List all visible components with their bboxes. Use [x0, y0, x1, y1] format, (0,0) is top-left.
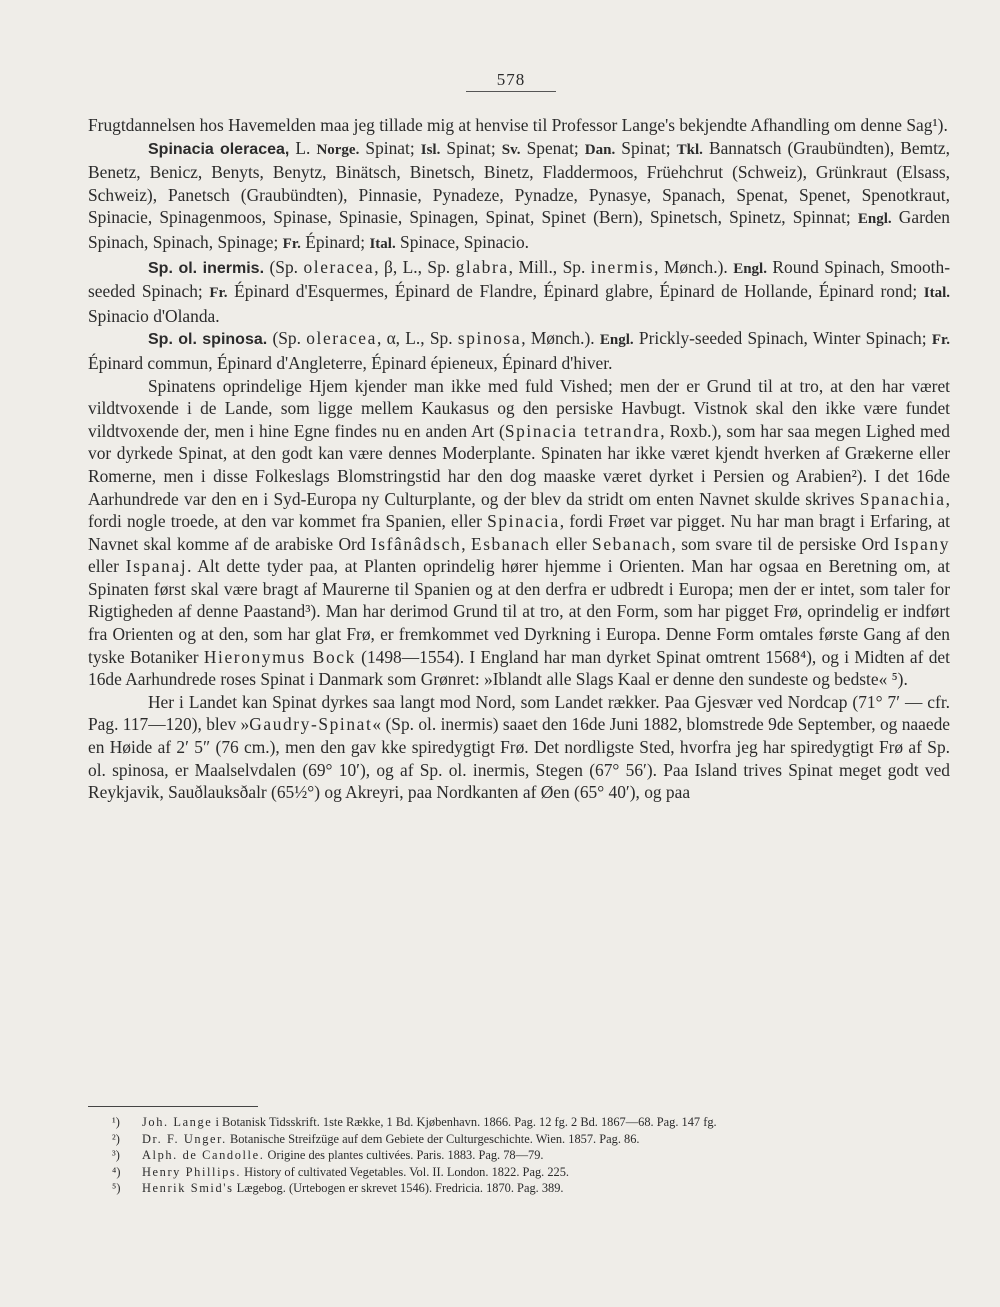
lang-label: Ital.	[369, 235, 396, 252]
page-number: 578	[466, 70, 556, 92]
footnote: ⁴) Henry Phillips. History of cultivated Vegetables. Vol. II. London. 1822. Pag. 225.	[112, 1164, 570, 1179]
lang-label: Fr.	[931, 332, 951, 349]
lang-label: Isl.	[420, 141, 441, 158]
paragraph-spinacia-oleracea: Spinacia oleracea, L. Norge. Spinat; Isl. Spinat; Sv. Spenat; Dan. Spinat; Tkl. Bannatsch (Graubündten), Bemtz, Benetz, Benicz, Benyts, Benytz, Binätsch, Binetsch, Binetz, Fladdermoos, Früehchrut (Schweiz), Grünkraut (Elsass, Schweiz), Panetsch (Graubündten), Pinnasie, Pynadeze, Pynadze, Pynasye, Spanach, Spenat, Spenet, Spenotkraut, Spinacie, Spinagenmoos, Spinase, Spinasie, Spinagen, Spinat, Spinet (Bern), Spinetsch, Spinetz, Spinnat; Engl. Garden Spinach, Spinach, Spinage; Fr. Épinard; Ital. Spinace, Spinacio.	[88, 137, 950, 252]
body-text	[88, 114, 950, 804]
paragraph-inermis: Sp. ol. inermis. (Sp. oleracea, β, L., Sp. glabra, Mill., Sp. inermis, Mønch.). Engl. Round Spinach, Smooth-seeded Spinach; Fr. Épinard d'Esquermes, Épinard de Flandre, Épinard glabre, Épinard de Hollande, Épinard rond; Ital. Spinacio d'Olanda.	[88, 256, 950, 326]
lang-label: Engl.	[857, 211, 892, 228]
species-heading: Spinacia oleracea,	[148, 140, 290, 158]
footnote: ¹) Joh. Lange i Botanisk Tidsskrift. 1ste Række, 1 Bd. Kjøbenhavn. 1866. Pag. 12 fg. 2 Bd. 1867—68. Pag. 147 fg.	[112, 1115, 717, 1129]
lang-label: Fr.	[282, 235, 301, 252]
lang-label: Ital.	[923, 285, 950, 302]
paragraph-spinosa: Sp. ol. spinosa. (Sp. oleracea, α, L., Sp. spinosa, Mønch.). Engl. Prickly-seeded Spinach, Winter Spinach; Fr. Épinard commun, Épinard d'Angleterre, Épinard épieneux, Épinard d'hiver.	[88, 328, 951, 373]
paragraph-origin: Spinatens oprindelige Hjem kjender man ikke med fuld Vished; men der er Grund til at tro, at den har været vildtvoxende i de Lande, som ligge mellem Kaukasus og den persiske Havbugt. Vistnok skal den ikke være fundet vildtvoxende der, men i hine Egne findes nu en anden Art (Spinacia tetrandra, Roxb.), som har saa megen Lighed med vor dyrkede Spinat, at den godt kan være dennes Moderplante. Spinaten har ikke været kjendt hverken af Grækerne eller Romerne, men i disse Folkeslags Blomstringstid har den dog maaske været dyrket i Persien og Arabien²). I det 16de Aarhundrede var den en i Syd-Europa ny Culturplante, og der blev da stridt om enten Navnet skulde skrives Spanachia, fordi nogle troede, at den var kommet fra Spanien, eller Spinacia, fordi Frøet var pigget. Nu har man bragt i Erfaring, at Navnet skal komme af de arabiske Ord Isfânâdsch, Esbanach eller Sebanach, som svare til de persiske Ord Ispany eller Ispanaj. Alt dette tyder paa, at Planten oprindelig hører hjemme i Orienten. Man har ogsaa en Beretning om, at Spinaten først skal være bragt af Maurerne til Spanien og at den derfra er udbredt i Europa; men der er intet, som taler for Rigtigheden af denne Paastand³). Man har derimod Grund til at tro, at den Form, som har pigget Frø, oprindelig er indført fra Orienten og at den, som har glat Frø, er fremkommet ved Dyrkning i Europa. Denne Form omtales første Gang af den tyske Botaniker Hieronymus Bock (1498—1554). I England har man dyrket Spinat omtrent 1568⁴), og i Midten af det 16de Aarhundrede roses Spinat i Danmark som Grønret: »Iblandt alle Slags Kaal er denne den sundeste og bedste« ⁵).	[88, 375, 950, 690]
lang-label: Engl.	[733, 260, 767, 277]
paragraph-intro: Frugtdannelsen hos Havemelden maa jeg tillade mig at henvise til Professor Lange's bekjendte Afhandling om denne Sag¹).	[88, 115, 948, 135]
lang-label: Engl.	[599, 332, 634, 349]
lang-label: Dan.	[584, 141, 616, 158]
footnote-divider	[88, 1106, 258, 1107]
lang-label: Tkl.	[676, 141, 703, 158]
footnotes	[112, 1114, 950, 1197]
lang-label: Norge.	[316, 141, 360, 158]
variety-heading: Sp. ol. inermis.	[148, 259, 265, 277]
lang-label: Fr.	[209, 285, 228, 302]
variety-heading: Sp. ol. spinosa.	[148, 331, 268, 349]
footnote: ²) Dr. F. Unger. Botanische Streifzüge auf dem Gebiete der Culturgeschichte. Wien. 1857. Pag. 86.	[112, 1131, 640, 1146]
lang-label: Sv.	[501, 141, 521, 158]
footnote: ³) Alph. de Candolle. Origine des plantes cultivées. Paris. 1883. Pag. 78—79.	[112, 1148, 544, 1163]
footnote: ⁵) Henrik Smid's Lægebog. (Urtebogen er skrevet 1546). Fredricia. 1870. Pag. 389.	[112, 1181, 564, 1196]
paragraph-norway: Her i Landet kan Spinat dyrkes saa langt mod Nord, som Landet rækker. Paa Gjesvær ved Nordcap (71° 7′ — cfr. Pag. 117—120), blev »Gaudry-Spinat« (Sp. ol. inermis) saaet den 16de Juni 1882, blomstrede 9de September, og naaede en Høide af 2′ 5″ (76 cm.), men den gav kke spiredygtigt Frø. Det nordligste Sted, hvorfra jeg har spiredygtigt Frø af Sp. ol. spinosa, er Maalselvdalen (69° 10′), og af Sp. ol. inermis, Stegen (67° 56′). Paa Island trives Spinat meget godt ved Reykjavik, Sauðlauksðalr (65½°) og Akreyri, paa Nordkanten af Øen (65° 40′), og paa	[88, 691, 950, 803]
